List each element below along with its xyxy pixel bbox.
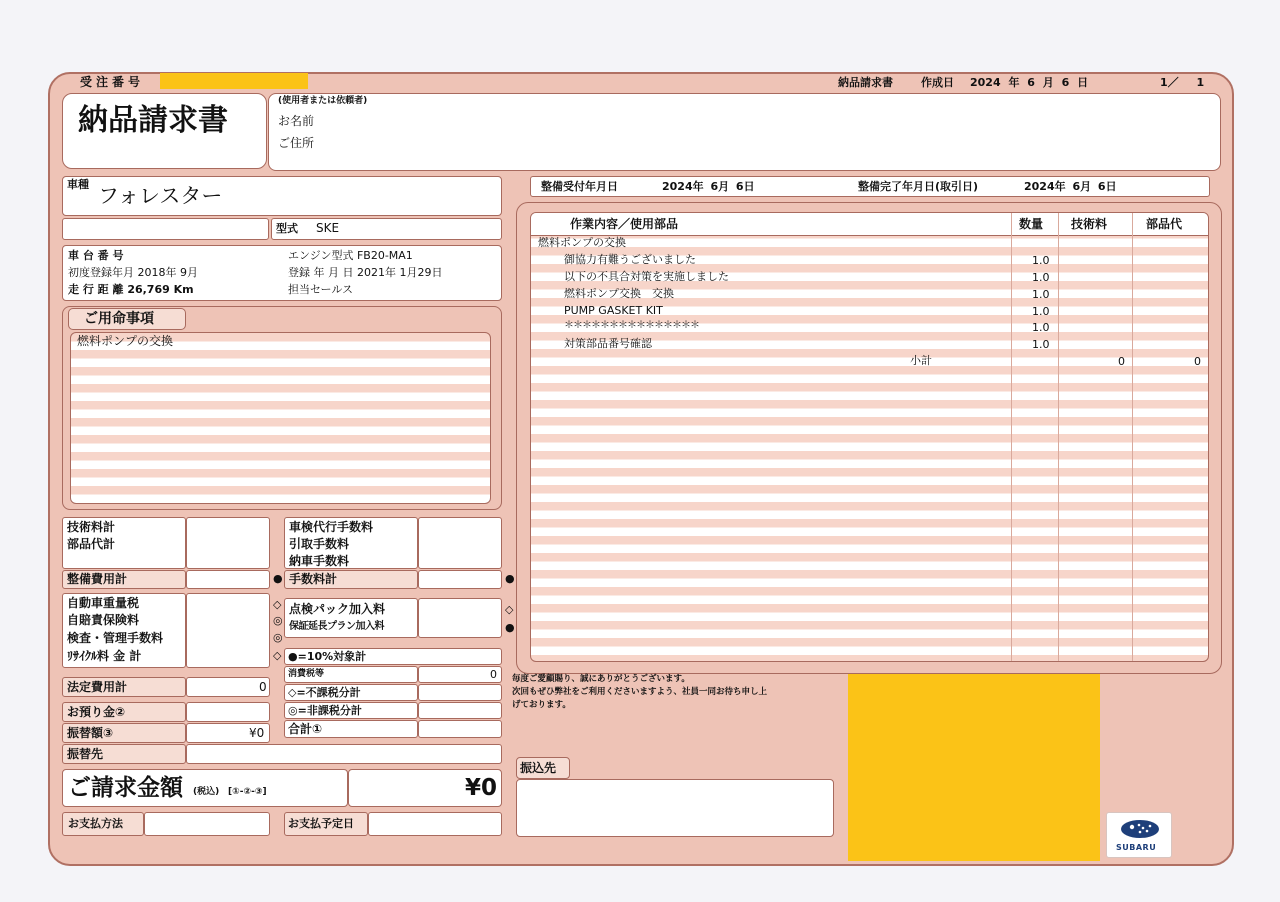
- doc-type-label: 納品請求書: [838, 76, 893, 89]
- consumption-tax-label: 消費税等: [288, 669, 325, 679]
- customer-box: [268, 93, 1221, 171]
- mileage: 走 行 距 離 26,769 Km: [68, 283, 194, 296]
- check-pack-amount: [418, 598, 502, 638]
- legal-fees-amount: [186, 593, 270, 668]
- model-value: SKE: [316, 221, 340, 235]
- tax-mark-diamond: ◇: [273, 649, 282, 662]
- tax-mark-filled: ●: [505, 572, 515, 585]
- model-box: [271, 218, 502, 240]
- weight-tax-label: 自動車重量税: [67, 596, 140, 610]
- tax-exempt-amount: [418, 702, 502, 719]
- legal-total-value: 0: [259, 680, 267, 694]
- payment-method-field: [144, 812, 270, 836]
- created-label: 作成日: [921, 76, 954, 89]
- customer-section-label: (使用者または依頼者): [278, 96, 368, 106]
- table-row: 御協力有難うございました: [564, 253, 696, 266]
- col-parts-fee: 部品代: [1146, 217, 1183, 231]
- received-date-label: 整備受付年月日: [541, 180, 618, 193]
- transfer-to-field: [186, 744, 502, 764]
- completed-date-value: 2024年 6月 6日: [1024, 180, 1117, 193]
- subtotal-label: 小計: [910, 354, 932, 367]
- document-title: 納品請求書: [78, 103, 228, 138]
- request-text: 燃料ポンプの交換: [77, 334, 174, 348]
- payment-method-label: お支払方法: [68, 817, 123, 830]
- row-qty: 1.0: [1032, 271, 1050, 284]
- vehicle-type-value: フォレスター: [98, 184, 223, 208]
- table-row: 対策部品番号確認: [564, 337, 652, 350]
- consumption-tax-value: 0: [490, 668, 497, 681]
- tax-mark-diamond: ◇: [273, 598, 282, 611]
- customer-address-label: ご住所: [278, 136, 315, 150]
- received-date-value: 2024年 6月 6日: [662, 180, 755, 193]
- brand-name: SUBARU: [1116, 843, 1157, 852]
- registration-date: 登録 年 月 日 2021年 1月29日: [288, 266, 443, 279]
- deposit-label: お預り金②: [67, 705, 126, 719]
- maint-total-amount: [186, 570, 270, 589]
- tax-mark-filled: ●: [505, 621, 515, 634]
- thanks-note-line2: 次回もぜひ弊社をご利用くださいますよう、社員一同お待ち申し上: [512, 687, 768, 697]
- col-tech-fee: 技術料: [1071, 217, 1108, 231]
- row-qty: 1.0: [1032, 321, 1050, 334]
- maint-total-label: 整備費用計: [67, 572, 128, 586]
- tax10-label: ●=10%対象計: [288, 650, 367, 663]
- chassis-label: 車 台 番 号: [68, 249, 124, 262]
- engine-type: エンジン型式 FB20-MA1: [288, 249, 413, 262]
- order-number-label: 受注番号: [80, 75, 145, 89]
- transfer-amount-label: 振替額③: [67, 726, 114, 740]
- fee-total-amount: [418, 570, 502, 589]
- created-date: 2024 年 6 月 6 日: [970, 76, 1089, 89]
- tax-mark-diamond: ◇: [505, 603, 514, 616]
- dealer-info-redaction: [848, 674, 1100, 861]
- subaru-emblem-icon: [1120, 819, 1160, 839]
- parts-total-label: 部品代計: [67, 537, 116, 551]
- bank-label: 振込先: [520, 761, 557, 775]
- bank-info-box: [516, 779, 834, 837]
- page-number: 1／ 1: [1160, 76, 1205, 89]
- billing-label: ご請求金額: [68, 775, 183, 801]
- non-taxable-label: ◇=不課税分計: [288, 686, 361, 699]
- completed-date-label: 整備完了年月日(取引日): [858, 180, 979, 193]
- thanks-note-line3: げております。: [512, 700, 571, 710]
- tech-parts-amount: [186, 517, 270, 569]
- request-label: ご用命事項: [84, 311, 154, 327]
- transfer-to-label: 振替先: [67, 747, 104, 761]
- col-quantity: 数量: [1019, 217, 1044, 231]
- customer-name-label: お名前: [278, 114, 315, 128]
- vehicle-type-label: 車種: [67, 178, 89, 191]
- payment-date-field: [368, 812, 502, 836]
- col-work-content: 作業内容／使用部品: [570, 217, 679, 231]
- inspection-mgmt-label: 検査・管理手数料: [67, 631, 164, 645]
- thanks-note-line1: 毎度ご愛顧賜り、誠にありがとうございます。: [512, 674, 690, 684]
- grand-total-amount: [418, 720, 502, 738]
- billing-formula: [①-②-③]: [228, 787, 267, 797]
- tax-mark-double: ◎: [273, 614, 283, 627]
- grand-total-label: 合計①: [288, 722, 323, 736]
- agency-fee-amount: [418, 517, 502, 569]
- tax-mark-filled: ●: [273, 572, 283, 585]
- pickup-fee-label: 引取手数料: [289, 537, 350, 551]
- row-qty: 1.0: [1032, 305, 1050, 318]
- table-row: 以下の不具合対策を実施しました: [564, 270, 729, 283]
- tax-exempt-label: ◎=非課税分計: [288, 704, 362, 717]
- table-row: ＊＊＊＊＊＊＊＊＊＊＊＊＊＊＊: [564, 320, 699, 331]
- tech-total-label: 技術料計: [67, 520, 116, 534]
- subtotal-parts: 0: [1194, 355, 1201, 368]
- delivery-fee-label: 納車手数料: [289, 554, 350, 568]
- row-qty: 1.0: [1032, 338, 1050, 351]
- subtotal-tech: 0: [1118, 355, 1125, 368]
- check-pack-label: 点検パック加入料: [289, 602, 386, 616]
- non-taxable-amount: [418, 684, 502, 701]
- deposit-amount: [186, 702, 270, 722]
- row-qty: 1.0: [1032, 288, 1050, 301]
- tax-mark-double: ◎: [273, 631, 283, 644]
- legal-total-amount: [186, 677, 270, 697]
- subaru-logo: [1106, 812, 1172, 858]
- vehicle-blank-box: [62, 218, 269, 240]
- model-label: 型式: [276, 222, 298, 235]
- recycle-fee-label: ﾘｻｲｸﾙ料 金 計: [67, 649, 142, 663]
- table-row: PUMP GASKET KIT: [564, 304, 663, 317]
- sales-rep-label: 担当セールス: [288, 283, 354, 296]
- billing-amount-value: ¥0: [465, 775, 498, 801]
- first-registration: 初度登録年月 2018年 9月: [68, 266, 198, 279]
- warranty-extension-label: 保証延長プラン加入料: [289, 621, 384, 632]
- billing-tax-note: (税込): [193, 787, 220, 797]
- order-number-redaction: [160, 73, 308, 89]
- table-row: 燃料ポンプ交換 交換: [564, 287, 674, 300]
- inspection-agency-label: 車検代行手数料: [289, 520, 374, 534]
- transfer-amount-value: ¥0: [249, 726, 265, 740]
- table-row: 燃料ポンプの交換: [538, 236, 626, 249]
- request-text-area: [70, 332, 491, 504]
- payment-date-label: お支払予定日: [288, 817, 354, 830]
- fee-total-label: 手数料計: [289, 572, 338, 586]
- liability-insurance-label: 自賠責保険料: [67, 613, 140, 627]
- legal-total-label: 法定費用計: [67, 680, 128, 694]
- row-qty: 1.0: [1032, 254, 1050, 267]
